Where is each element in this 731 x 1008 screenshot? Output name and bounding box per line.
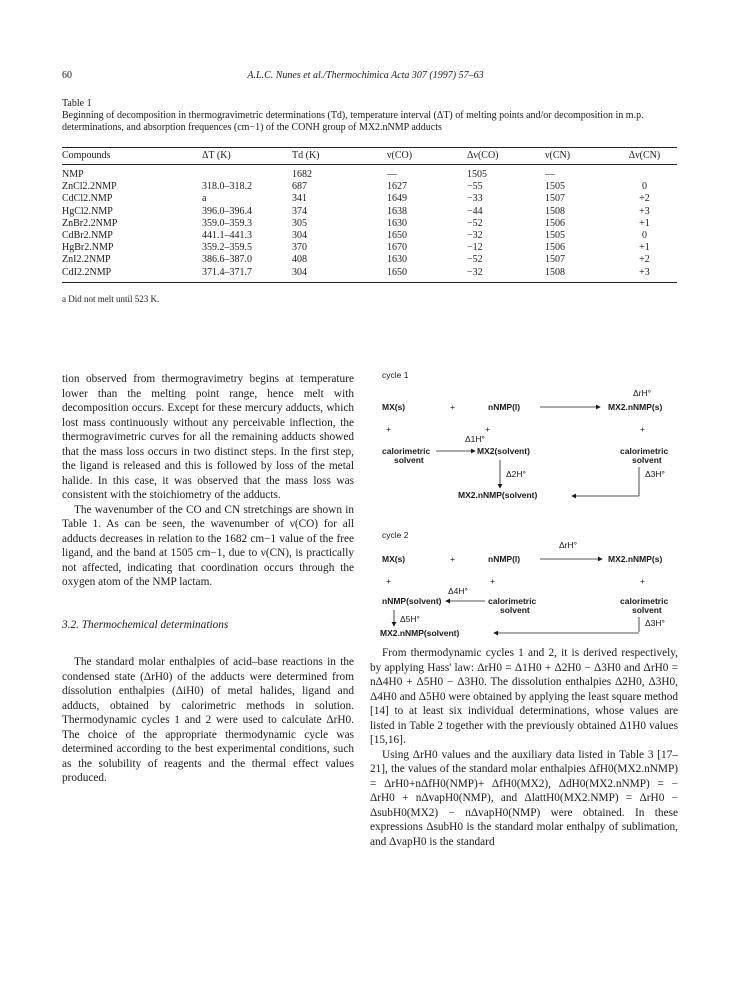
table-cell: 359.2–359.5: [202, 242, 252, 254]
table-cell: +2: [639, 193, 650, 205]
col-header: Compounds: [62, 148, 202, 165]
table-cell: 1649: [387, 193, 407, 205]
plus: +: [640, 424, 645, 434]
mx-s-1: MX(s): [382, 402, 406, 412]
table-cell: 1650: [387, 230, 407, 242]
table-cell: 1507: [545, 193, 565, 205]
paragraph: The standard molar enthalpies of acid–base reactions in the condensed state (ΔrH0) of the adducts were determined from dissolution enthalpies (ΔiH0) of metal halides, ligand and adducts, obtained by calorimetric methods in solution. Thermodynamic cycles 1 and 2 were used to calculate ΔrH0. The choice of the appropriate thermodynamic cycle was determined according to the best experimental conditions, such as the solubility of reagents and the thermal effect values produced.: [62, 656, 354, 784]
table-cell: NMP: [62, 169, 84, 180]
table-cell: 1506: [545, 217, 565, 229]
table-cell: 1507: [545, 254, 565, 266]
mx2-solvent-label: MX2(solvent): [477, 446, 530, 456]
thermodynamic-cycles-diagram: [380, 370, 680, 635]
table-cell: +1: [639, 217, 650, 229]
table-cell: [202, 165, 292, 182]
table-cell: 1630: [387, 254, 407, 266]
table-cell: 305: [292, 217, 307, 229]
table-row: [62, 181, 677, 193]
solvent-label: solvent: [394, 455, 424, 465]
table-cell: CdCl2.NMP: [62, 193, 113, 205]
table-cell: 1627: [387, 181, 407, 193]
table-cell: −52: [467, 217, 483, 229]
table-cell: 1508: [545, 205, 565, 217]
table-label: Table 1: [62, 98, 92, 109]
table-cell: HgCl2.NMP: [62, 205, 113, 217]
page-number: 60: [62, 70, 72, 81]
cycle1-label: cycle 1: [382, 370, 409, 380]
paragraph: From thermodynamic cycles 1 and 2, it is derived respectively, by applying Hass' law: ΔrH0 = Δ1H0 + Δ2H0 − Δ3H0 and ΔrH0 = nΔ4H0 + Δ5H0 − Δ3H0. The dissolution enthalpies Δ2H0, Δ3H0, Δ4H0 and Δ5H0 were obtained by applying the least square method [14] to at least six individual determinations, whose values are listed in Table 2 together with the previously obtained Δ1H0 values [15,16].: [370, 647, 678, 746]
plus: +: [640, 576, 645, 586]
d4-label: Δ4H°: [448, 586, 468, 596]
table-cell: +3: [612, 267, 677, 283]
table-cell: 1682: [292, 169, 312, 180]
table-cell: −32: [467, 230, 483, 242]
table-cell: ZnCl2.2NMP: [62, 181, 117, 193]
adduct-solvent-label: MX2.nNMP(solvent): [458, 490, 538, 500]
return-arrow: [490, 628, 640, 638]
col-header: ΔT (K): [202, 148, 292, 165]
table-cell: 1630: [387, 217, 407, 229]
table-cell: −32: [467, 267, 545, 283]
solvent-label: solvent: [632, 455, 662, 465]
table-row: [62, 254, 677, 266]
table-row: [62, 230, 677, 242]
table-row: [62, 218, 677, 230]
paragraph: tion observed from thermogravimetry begins at temperature lower than the melting point range, hence melt with decomposition occurs. Except for these mercury adducts, which lost mass continuously without any perceivable inflection, the thermogravimetric curves for all the remaining adducts showed that the mass loss occurs in two distinct steps. In the first step, the ligand is released and this is followed by loss of the metal halide. In this case, it was observed that the mass loss was consistent with the stoichiometry of the adducts.: [62, 373, 354, 501]
table-cell: 370: [292, 242, 307, 254]
table-cell: 0: [642, 230, 647, 242]
col-header: Δν(CN): [612, 148, 677, 165]
table-row: [62, 165, 677, 182]
table-cell: 1638: [387, 205, 407, 217]
col-header: ν(CO): [387, 148, 467, 165]
table-cell: 396.0–396.4: [202, 205, 252, 217]
dr-label-1: ΔrH°: [632, 388, 652, 398]
table-cell: 687: [292, 181, 307, 193]
paragraph: Using ΔrH0 values and the auxiliary data listed in Table 3 [17–21], the values of the standard molar enthalpies ΔfH0(MX2.nNMP) = ΔrH0+nΔfH0(NMP)+ ΔfH0(MX2), ΔdH0(MX2.nNMP) = − ΔrH0 + nΔvapH0(NMP), and ΔlattH0(MX2.NMP) = ΔrH0 − ΔsubH0(MX2) − nΔvapH0(NMP) were obtained. In these expressions ΔsubH0 is the standard molar enthalpy of sublimation, and ΔvapH0 is the standard: [370, 748, 678, 848]
table-cell: [612, 165, 677, 182]
table-row: [62, 206, 677, 218]
table-cell: ZnBr2.2NMP: [62, 217, 118, 229]
table-cell: +3: [639, 205, 650, 217]
data-table: [62, 147, 677, 283]
calorimetric-label: calorimetric: [620, 596, 669, 606]
d5-label: Δ5H°: [400, 614, 420, 624]
plus: +: [386, 424, 391, 434]
cycle2-label: cycle 2: [382, 530, 409, 540]
col-header: ν(CN): [545, 148, 612, 165]
table-caption: Beginning of decomposition in thermogravimetric determinations (Td), temperature interval (ΔT) of melting points and/or decomposition in m.p. determinations, and absorption frequences (cm−1) of the CONH group of MX2.nNMP adducts: [62, 110, 644, 133]
table-cell: 1505: [545, 181, 565, 193]
table-cell: 408: [292, 254, 307, 266]
table-header-row: [62, 148, 677, 165]
table-cell: ZnI2.2NMP: [62, 254, 111, 266]
table-cell: CdBr2.NMP: [62, 230, 113, 242]
table-cell: 1670: [387, 242, 407, 254]
nnmp-solvent-label: nNMP(solvent): [382, 596, 442, 606]
table-cell: 371.4–371.7: [202, 267, 292, 283]
table-cell: −55: [467, 181, 483, 193]
solvent-label: solvent: [632, 605, 662, 615]
product-s-2: MX2.nNMP(s): [608, 554, 663, 564]
plus: +: [386, 576, 391, 586]
right-column: [370, 646, 678, 849]
mx-s-2: MX(s): [382, 554, 406, 564]
table-cell: −52: [467, 254, 483, 266]
adduct-solvent-label-2: MX2.nNMP(solvent): [380, 628, 460, 638]
col-header: Δν(CO): [467, 148, 545, 165]
table-cell: −44: [467, 205, 483, 217]
running-title: A.L.C. Nunes et al./Thermochimica Acta 307 (1997) 57–63: [247, 70, 484, 81]
d3-label: Δ3H°: [645, 618, 665, 628]
table-cell: 374: [292, 205, 307, 217]
plus: +: [490, 576, 495, 586]
table-cell: 304: [292, 230, 307, 242]
calorimetric-label: calorimetric: [620, 446, 669, 456]
table-cell: HgBr2.NMP: [62, 242, 114, 254]
table-cell: 341: [292, 193, 307, 205]
col-header: Td (K): [292, 148, 387, 165]
table-cell: 386.6–387.0: [202, 254, 252, 266]
plus: +: [450, 554, 455, 564]
table-cell: 441.1–441.3: [202, 230, 252, 242]
table-cell: +2: [639, 254, 650, 266]
calorimetric-label: calorimetric: [488, 596, 537, 606]
table-row: [62, 242, 677, 254]
table-cell: −12: [467, 242, 483, 254]
table-cell: 1506: [545, 242, 565, 254]
table-cell: 1650: [387, 267, 467, 283]
table-cell: 1505: [545, 230, 565, 242]
d2-label: Δ2H°: [506, 469, 526, 479]
plus: +: [450, 402, 455, 412]
table-cell: −33: [467, 193, 483, 205]
dr-label-2: ΔrH°: [558, 540, 578, 550]
product-s-1: MX2.nNMP(s): [608, 402, 663, 412]
table-footnote: a Did not melt until 523 K.: [62, 294, 160, 304]
table-cell: 304: [292, 267, 387, 283]
table-row: [62, 193, 677, 205]
plus: +: [485, 424, 490, 434]
table-cell: 1505: [467, 169, 487, 180]
table-cell: CdI2.2NMP: [62, 267, 202, 283]
table-cell: —: [545, 169, 555, 180]
table-cell: 1508: [545, 267, 612, 283]
table-cell: a: [202, 193, 207, 205]
section-heading: 3.2. Thermochemical determinations: [62, 618, 229, 631]
table-cell: 359.0–359.3: [202, 217, 252, 229]
paragraph: The wavenumber of the CO and CN stretchings are shown in Table 1. As can be seen, the wavenumber of ν(CO) for all adducts decreases in relation to the 1682 cm−1 value of the free ligand, and the band at 1505 cm−1, due to ν(CN), is practically not affected, indicating that coordination occurs through the oxygen atom of the NMP lactam.: [62, 503, 354, 588]
left-column: [62, 372, 354, 786]
nnmp-l-1: nNMP(l): [488, 402, 521, 412]
d1-label: Δ1H°: [465, 434, 485, 444]
table-cell: 318.0–318.2: [202, 181, 252, 193]
d3-label: Δ3H°: [645, 469, 665, 479]
table-cell: —: [387, 169, 397, 180]
table-cell: +1: [639, 242, 650, 254]
solvent-label: solvent: [500, 605, 530, 615]
table-row: [62, 267, 677, 283]
nnmp-l-2: nNMP(l): [488, 554, 521, 564]
table-cell: 0: [642, 181, 647, 193]
calorimetric-label: calorimetric: [382, 446, 431, 456]
